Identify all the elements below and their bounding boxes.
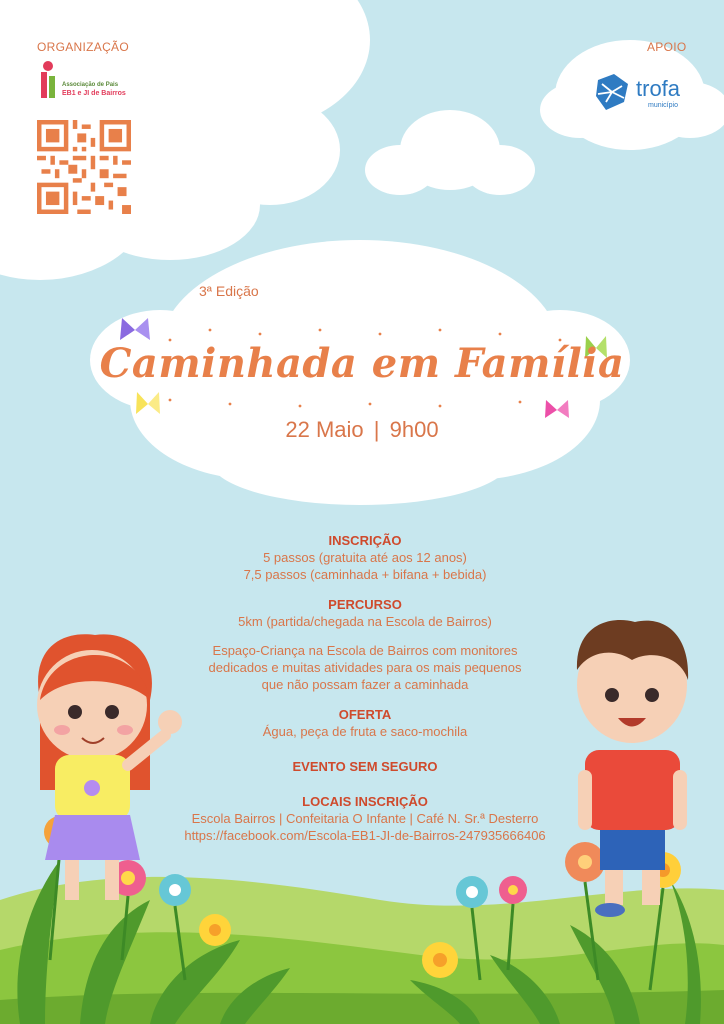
trofa-logo-icon xyxy=(592,72,632,112)
seguro-heading: EVENTO SEM SEGURO xyxy=(292,759,438,774)
espaco-line: dedicados e muitas atividades para os mais pequenos xyxy=(208,660,522,675)
espaco-line: Espaço-Criança na Escola de Bairros com monitores xyxy=(212,643,518,658)
small-cloud xyxy=(365,110,535,195)
percurso-line: 5km (partida/chegada na Escola de Bairros) xyxy=(238,614,492,629)
event-title: Caminhada em Família xyxy=(99,340,625,387)
locais-heading: LOCAIS INSCRIÇÃO xyxy=(302,794,428,809)
organizer-logo-line2: EB1 e JI de Bairros xyxy=(62,90,126,97)
organizer-logo-icon xyxy=(36,60,60,100)
flower-icon xyxy=(199,914,231,946)
date-separator: | xyxy=(373,417,380,442)
percurso-heading: PERCURSO xyxy=(328,597,402,612)
organizer-label: ORGANIZAÇÃO xyxy=(37,40,129,54)
event-date-time xyxy=(0,417,724,443)
locais-line: Escola Bairros | Confeitaria O Infante | Café N. Sr.ª Desterro xyxy=(191,811,539,826)
inscricao-line: 7,5 passos (caminhada + bifana + bebida) xyxy=(243,567,487,582)
support-label: APOIO xyxy=(647,40,687,54)
event-date: 22 Maio xyxy=(285,417,364,442)
oferta-heading: OFERTA xyxy=(338,707,392,722)
organizer-logo xyxy=(36,60,126,100)
info-block xyxy=(160,532,570,844)
oferta-line: Água, peça de fruta e saco-mochila xyxy=(262,724,468,739)
inscricao-heading: INSCRIÇÃO xyxy=(328,533,402,548)
facebook-link[interactable]: https://facebook.com/Escola-EB1-JI-de-Bairros-247935666406 xyxy=(184,828,546,843)
edition-label: 3ª Edição xyxy=(199,283,259,299)
espaco-line: que não possam fazer a caminhada xyxy=(261,677,469,692)
organizer-logo-line1: Associação de Pais xyxy=(62,82,119,88)
support-logo-sub: município xyxy=(648,102,678,109)
qr-code-icon[interactable] xyxy=(37,120,131,214)
event-time: 9h00 xyxy=(389,417,439,442)
inscricao-line: 5 passos (gratuita até aos 12 anos) xyxy=(263,550,467,565)
support-logo xyxy=(592,72,682,114)
flower-icon xyxy=(422,942,458,978)
support-logo-name: trofa xyxy=(636,76,681,101)
